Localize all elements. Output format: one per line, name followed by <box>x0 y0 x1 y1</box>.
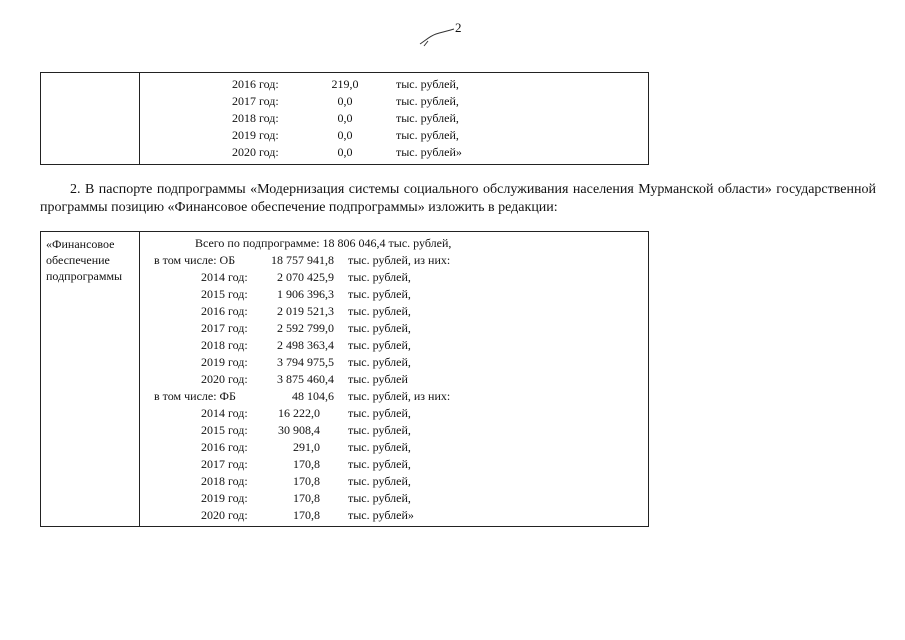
year-amount: 2 070 425,9 <box>277 270 334 284</box>
year-amount: 30 908,4 <box>278 423 320 437</box>
amendment-paragraph: 2. В паспорте подпрограммы «Модернизация системы социального обслуживания населения Мурманской области» государственной программы позицию «Финансовое обеспечение подпрограммы» изложить в редакции: <box>40 182 876 215</box>
year-row <box>140 405 648 422</box>
year-row <box>140 93 648 110</box>
year-label: 2020 год: <box>201 508 248 522</box>
year-label: 2018 год: <box>232 111 279 125</box>
funding-label-cell <box>41 232 140 527</box>
funding-lines <box>140 232 648 524</box>
year-label: 2016 год: <box>232 77 279 91</box>
year-label: 2016 год: <box>201 440 248 454</box>
total-text: Всего по подпрограмме: 18 806 046,4 тыс. рублей, <box>195 236 452 250</box>
amount-unit: тыс. рублей <box>348 372 408 386</box>
year-row <box>140 354 648 371</box>
year-amount: 291,0 <box>293 440 320 454</box>
amount-unit: тыс. рублей, <box>348 406 411 420</box>
section-label: в том числе: ОБ <box>154 253 236 267</box>
amount-unit: тыс. рублей, <box>348 321 411 335</box>
year-label: 2018 год: <box>201 474 248 488</box>
amount-unit: тыс. рублей, <box>396 111 459 125</box>
continued-year-lines <box>140 73 648 161</box>
year-row <box>140 127 648 144</box>
year-row <box>140 337 648 354</box>
year-row <box>140 286 648 303</box>
year-amount: 0,0 <box>337 145 353 159</box>
year-label: 2015 год: <box>201 423 248 437</box>
amount-unit: тыс. рублей, <box>348 491 411 505</box>
funding-values-cell <box>140 232 649 527</box>
amount-unit: тыс. рублей, <box>348 423 411 437</box>
amount-unit: тыс. рублей, <box>348 304 411 318</box>
year-label: 2018 год: <box>201 338 248 352</box>
amount-unit: тыс. рублей» <box>396 145 462 159</box>
continued-funding-table <box>40 72 649 165</box>
year-label: 2020 год: <box>232 145 279 159</box>
year-amount: 0,0 <box>337 94 353 108</box>
year-amount: 2 498 363,4 <box>277 338 334 352</box>
continued-values-cell <box>140 73 649 165</box>
section-total: 48 104,6 <box>292 389 334 403</box>
year-row <box>140 371 648 388</box>
subprogram-funding-table <box>40 231 649 527</box>
year-amount: 16 222,0 <box>278 406 320 420</box>
year-label: 2019 год: <box>232 128 279 142</box>
total-line <box>140 235 648 252</box>
section-total: 18 757 941,8 <box>271 253 334 267</box>
year-amount: 170,8 <box>293 457 320 471</box>
year-row <box>140 110 648 127</box>
amount-unit: тыс. рублей, <box>396 77 459 91</box>
year-row <box>140 303 648 320</box>
year-row <box>140 490 648 507</box>
year-amount: 1 906 396,3 <box>277 287 334 301</box>
year-amount: 170,8 <box>293 491 320 505</box>
amount-unit: тыс. рублей, <box>396 94 459 108</box>
year-amount: 170,8 <box>293 474 320 488</box>
year-amount: 3 875 460,4 <box>277 372 334 386</box>
amount-unit: тыс. рублей» <box>348 508 414 522</box>
year-row <box>140 144 648 161</box>
year-label: 2016 год: <box>201 304 248 318</box>
amount-unit: тыс. рублей, <box>348 440 411 454</box>
year-amount: 3 794 975,5 <box>277 355 334 369</box>
year-amount: 219,0 <box>331 77 359 91</box>
handwritten-mark <box>418 26 456 48</box>
amount-unit: тыс. рублей, <box>396 128 459 142</box>
year-row <box>140 507 648 524</box>
year-label: 2019 год: <box>201 491 248 505</box>
year-row <box>140 320 648 337</box>
amount-unit: тыс. рублей, <box>348 287 411 301</box>
year-label: 2020 год: <box>201 372 248 386</box>
year-label: 2015 год: <box>201 287 248 301</box>
amount-unit: тыс. рублей, <box>348 457 411 471</box>
amount-unit: тыс. рублей, <box>348 474 411 488</box>
year-label: 2017 год: <box>232 94 279 108</box>
funding-label-line: обеспечение <box>46 253 110 267</box>
year-label: 2019 год: <box>201 355 248 369</box>
year-label: 2014 год: <box>201 270 248 284</box>
amount-unit: тыс. рублей, <box>348 355 411 369</box>
funding-label-line: подпрограммы <box>46 269 123 283</box>
year-amount: 2 019 521,3 <box>277 304 334 318</box>
year-label: 2017 год: <box>201 457 248 471</box>
amount-unit: тыс. рублей, <box>348 338 411 352</box>
year-row <box>140 269 648 286</box>
section-unit: тыс. рублей, из них: <box>348 389 451 403</box>
year-row <box>140 76 648 93</box>
section-unit: тыс. рублей, из них: <box>348 253 451 267</box>
section-header-ob <box>140 252 648 269</box>
amount-unit: тыс. рублей, <box>348 270 411 284</box>
section-label: в том числе: ФБ <box>154 389 236 403</box>
funding-label-line: «Финансовое <box>46 237 115 251</box>
year-label: 2017 год: <box>201 321 248 335</box>
year-amount: 0,0 <box>337 128 353 142</box>
year-row <box>140 456 648 473</box>
year-row <box>140 473 648 490</box>
continued-label-cell <box>41 73 140 165</box>
year-row <box>140 439 648 456</box>
year-amount: 2 592 799,0 <box>277 321 334 335</box>
year-amount: 0,0 <box>337 111 353 125</box>
page-number: 2 <box>455 20 462 35</box>
section-header-fb <box>140 388 648 405</box>
year-row <box>140 422 648 439</box>
year-amount: 170,8 <box>293 508 320 522</box>
year-label: 2014 год: <box>201 406 248 420</box>
